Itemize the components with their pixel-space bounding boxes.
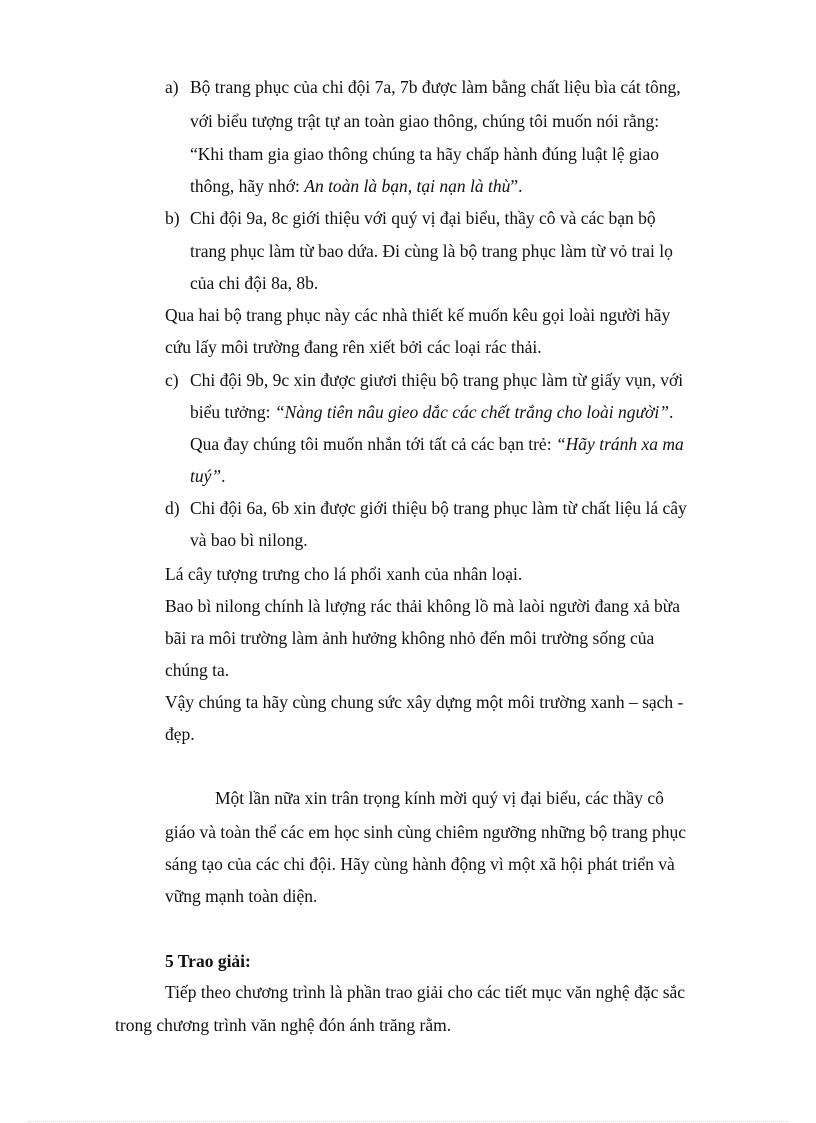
text-span: thông, hãy nhớ: bbox=[190, 176, 305, 196]
paragraph-la-cay: Lá cây tượng trưng cho lá phổi xanh của nhân loại. bbox=[165, 564, 523, 584]
list-marker-d: d) bbox=[165, 498, 180, 518]
list-marker-c: c) bbox=[165, 370, 179, 390]
text-span: . bbox=[668, 402, 674, 422]
text-span: ”. bbox=[510, 176, 523, 196]
italic-quote: tuý” bbox=[190, 466, 222, 486]
text-line: chúng ta. bbox=[165, 660, 230, 680]
text-line bbox=[190, 401, 673, 423]
text-line bbox=[190, 465, 226, 487]
text-line: và bao bì nilong. bbox=[190, 530, 308, 550]
text-line bbox=[190, 175, 523, 197]
text-line: Chi đội 9b, 9c xin được giươi thiệu bộ trang phục làm từ giấy vụn, với bbox=[190, 370, 684, 390]
italic-quote: “Nàng tiên nâu gieo dắc các chết trắng cho loài người” bbox=[274, 402, 669, 422]
text-line: sáng tạo của các chi đội. Hãy cùng hành động vì một xã hội phát triển và bbox=[165, 854, 675, 874]
text-line: bãi ra môi trường làm ảnh hưởng không nhỏ đến môi trường sống của bbox=[165, 628, 655, 648]
text-line: giáo và toàn thể các em học sinh cùng chiêm ngưỡng những bộ trang phục bbox=[165, 822, 687, 842]
page-bottom-divider bbox=[28, 1121, 788, 1122]
section-heading: 5 Trao giải: bbox=[165, 951, 251, 971]
text-span: Qua đay chúng tôi muốn nhắn tới tất cả các bạn trẻ: bbox=[190, 434, 556, 454]
list-marker-a: a) bbox=[165, 77, 179, 97]
italic-quote: “Hãy tránh xa ma bbox=[555, 434, 684, 454]
text-line: Vậy chúng ta hãy cùng chung sức xây dựng một môi trường xanh – sạch - bbox=[165, 692, 684, 712]
text-line: của chi đội 8a, 8b. bbox=[190, 273, 319, 293]
text-line: Chi đội 9a, 8c giới thiệu với quý vị đại biểu, thầy cô và các bạn bộ bbox=[190, 208, 656, 228]
text-line: “Khi tham gia giao thông chúng ta hãy chấp hành đúng luật lệ giao bbox=[190, 144, 659, 164]
italic-quote: An toàn là bạn, tại nạn là thù bbox=[304, 176, 511, 196]
text-line: trong chương trình văn nghệ đón ánh trăng rằm. bbox=[115, 1015, 452, 1035]
text-line: Tiếp theo chương trình là phần trao giải cho các tiết mục văn nghệ đặc sắc bbox=[165, 982, 686, 1002]
text-line: Qua hai bộ trang phục này các nhà thiết kế muốn kêu gọi loài người hãy bbox=[165, 305, 671, 325]
text-line: cứu lấy môi trường đang rên xiết bởi các loại rác thải. bbox=[165, 337, 542, 357]
text-line: trang phục làm từ bao dứa. Đi cùng là bộ trang phục làm từ vỏ trai lọ bbox=[190, 241, 673, 261]
text-line: vững mạnh toàn diện. bbox=[165, 886, 318, 906]
text-span: . bbox=[221, 466, 226, 486]
text-line: Một lần nữa xin trân trọng kính mời quý vị đại biểu, các thầy cô bbox=[215, 788, 664, 808]
text-line bbox=[190, 433, 684, 455]
text-span: biểu tưởng: bbox=[190, 402, 275, 422]
list-marker-b: b) bbox=[165, 208, 180, 228]
text-line: Bộ trang phục của chi đội 7a, 7b được làm bằng chất liệu bìa cát tông, bbox=[190, 77, 681, 97]
text-line: đẹp. bbox=[165, 724, 195, 744]
text-line: Bao bì nilong chính là lượng rác thải không lồ mà laòi người đang xả bừa bbox=[165, 596, 680, 616]
text-line: Chi đội 6a, 6b xin được giới thiệu bộ trang phục làm từ chất liệu lá cây bbox=[190, 498, 687, 518]
text-line: với biểu tượng trật tự an toàn giao thông, chúng tôi muốn nói rằng: bbox=[190, 111, 660, 131]
